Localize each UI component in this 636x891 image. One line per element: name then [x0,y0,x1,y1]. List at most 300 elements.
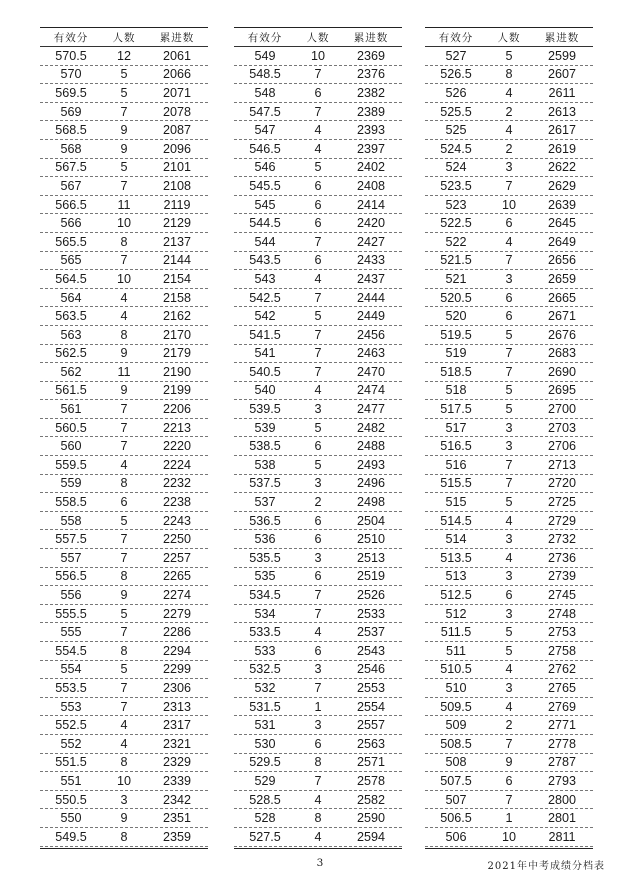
cumulative-cell: 2649 [547,234,577,249]
cumulative-cell: 2427 [356,234,386,249]
cumulative-cell: 2433 [356,253,386,268]
count-cell: 4 [505,85,513,100]
cumulative-cell: 2243 [162,513,192,528]
cumulative-cell: 2622 [547,160,577,175]
score-cell: 532.5 [249,662,281,677]
table-row [425,233,593,252]
cumulative-cell: 2563 [356,736,386,751]
cumulative-cell: 2537 [356,625,386,640]
table-row [40,754,208,773]
score-cell: 566 [60,216,82,231]
score-cell: 541 [254,346,276,361]
count-cell: 10 [116,271,131,286]
count-cell: 4 [314,271,322,286]
count-cell: 3 [314,718,322,733]
document-page [12,9,624,873]
table-row [40,84,208,103]
table-body [40,47,208,847]
count-cell: 9 [120,123,128,138]
table-row [234,307,402,326]
count-cell: 8 [120,829,128,844]
count-cell: 7 [505,792,513,807]
cumulative-cell: 2736 [547,550,577,565]
count-cell: 6 [314,216,322,231]
count-cell: 3 [505,271,513,286]
count-cell: 3 [505,160,513,175]
table-bottom-rule [234,848,402,849]
score-cell: 536.5 [249,513,281,528]
page-number: 3 [316,857,324,869]
table-row [234,345,402,364]
score-cell: 555.5 [55,606,87,621]
table-row [40,400,208,419]
table-row [425,456,593,475]
count-cell: 6 [314,643,322,658]
count-cell: 4 [314,141,322,156]
table-row [234,252,402,271]
score-cell: 529 [254,773,276,788]
score-cell: 511 [445,643,467,658]
count-cell: 7 [314,327,322,342]
header-count: 人数 [306,31,330,44]
score-table-column-2 [234,27,402,849]
cumulative-cell: 2096 [162,141,192,156]
score-cell: 569 [60,104,82,119]
score-cell: 507.5 [440,773,472,788]
score-cell: 522 [445,234,467,249]
score-cell: 513 [445,569,467,584]
cumulative-cell: 2594 [356,829,386,844]
cumulative-cell: 2238 [162,495,192,510]
table-row [425,400,593,419]
table-row [234,456,402,475]
score-cell: 537 [254,495,276,510]
table-row [425,679,593,698]
table-row [425,121,593,140]
cumulative-cell: 2488 [356,439,386,454]
score-cell: 533.5 [249,625,281,640]
cumulative-cell: 2720 [547,476,577,491]
count-cell: 2 [314,495,322,510]
count-cell: 4 [120,309,128,324]
table-row [40,437,208,456]
table-body [234,47,402,847]
cumulative-cell: 2769 [547,699,577,714]
cumulative-cell: 2611 [548,85,576,100]
cumulative-cell: 2732 [547,532,577,547]
header-score: 有效分 [438,31,474,44]
score-cell: 550.5 [55,792,87,807]
score-cell: 568.5 [55,123,87,138]
table-row [425,512,593,531]
cumulative-cell: 2414 [356,197,386,212]
count-cell: 3 [505,439,513,454]
count-cell: 5 [120,85,128,100]
count-cell: 6 [314,532,322,547]
count-cell: 8 [314,755,322,770]
table-row [40,196,208,215]
score-table-column-3 [425,27,593,849]
count-cell: 7 [314,104,322,119]
cumulative-cell: 2629 [547,178,577,193]
score-cell: 562.5 [55,346,87,361]
count-cell: 4 [314,625,322,640]
table-row [234,661,402,680]
count-cell: 4 [314,829,322,844]
count-cell: 4 [120,290,128,305]
cumulative-cell: 2739 [547,569,577,584]
table-row [234,493,402,512]
score-cell: 511.5 [440,625,472,640]
cumulative-cell: 2510 [356,532,386,547]
table-row [40,177,208,196]
count-cell: 7 [120,550,128,565]
score-cell: 549.5 [55,829,87,844]
count-cell: 7 [314,290,322,305]
count-cell: 10 [116,773,131,788]
cumulative-cell: 2571 [356,755,386,770]
cumulative-cell: 2700 [547,402,577,417]
count-cell: 2 [505,104,513,119]
cumulative-cell: 2582 [356,792,386,807]
cumulative-cell: 2220 [162,439,192,454]
score-cell: 540 [254,383,276,398]
table-row [234,121,402,140]
cumulative-cell: 2224 [162,457,192,472]
score-cell: 558 [60,513,82,528]
score-cell: 566.5 [55,197,87,212]
score-cell: 509.5 [440,699,472,714]
score-cell: 506 [445,829,467,844]
score-cell: 534.5 [249,588,281,603]
score-cell: 522.5 [440,216,472,231]
score-cell: 518.5 [440,364,472,379]
table-row [40,568,208,587]
count-cell: 5 [120,513,128,528]
count-cell: 7 [505,346,513,361]
cumulative-cell: 2463 [356,346,386,361]
score-cell: 535 [254,569,276,584]
cumulative-cell: 2645 [547,216,577,231]
score-cell: 557 [60,550,82,565]
table-row [40,47,208,66]
cumulative-cell: 2359 [162,829,192,844]
score-cell: 564 [60,290,82,305]
table-row [234,103,402,122]
table-row [234,419,402,438]
cumulative-cell: 2793 [547,773,577,788]
table-row [234,400,402,419]
count-cell: 7 [314,346,322,361]
cumulative-cell: 2437 [356,271,386,286]
cumulative-cell: 2393 [356,123,386,138]
table-row [234,549,402,568]
table-row [234,735,402,754]
table-row [425,66,593,85]
count-cell: 6 [314,178,322,193]
table-row [425,493,593,512]
score-cell: 517.5 [440,402,472,417]
cumulative-cell: 2206 [162,402,192,417]
cumulative-cell: 2745 [547,588,577,603]
score-cell: 528 [254,811,276,826]
count-cell: 5 [314,160,322,175]
cumulative-cell: 2101 [162,160,192,175]
cumulative-cell: 2313 [162,699,192,714]
score-table-column-1 [40,27,208,849]
cumulative-cell: 2801 [547,811,577,826]
table-row [234,270,402,289]
count-cell: 3 [505,569,513,584]
cumulative-cell: 2676 [547,327,577,342]
cumulative-cell: 2671 [547,309,577,324]
cumulative-cell: 2071 [162,85,192,100]
cumulative-cell: 2286 [162,625,192,640]
cumulative-cell: 2725 [547,495,577,510]
table-row [425,345,593,364]
score-cell: 514 [445,532,467,547]
cumulative-cell: 2137 [162,234,192,249]
table-row [40,419,208,438]
score-cell: 521 [445,271,467,286]
score-cell: 526.5 [440,67,472,82]
table-row [425,475,593,494]
cumulative-cell: 2420 [356,216,386,231]
count-cell: 7 [314,773,322,788]
score-cell: 557.5 [55,532,87,547]
count-cell: 7 [314,588,322,603]
count-cell: 6 [314,253,322,268]
table-row [234,214,402,233]
score-cell: 546.5 [249,141,281,156]
cumulative-cell: 2474 [356,383,386,398]
count-cell: 4 [505,123,513,138]
score-cell: 520 [445,309,467,324]
table-row [234,605,402,624]
cumulative-cell: 2765 [547,680,577,695]
count-cell: 9 [120,383,128,398]
score-cell: 519.5 [440,327,472,342]
score-cell: 507 [445,792,467,807]
table-row [40,512,208,531]
cumulative-cell: 2351 [162,811,192,826]
table-row [234,382,402,401]
cumulative-cell: 2190 [162,364,192,379]
table-row [425,307,593,326]
score-cell: 553 [60,699,82,714]
count-cell: 5 [505,402,513,417]
score-cell: 543 [254,271,276,286]
count-cell: 7 [314,680,322,695]
cumulative-cell: 2771 [547,718,577,733]
count-cell: 1 [314,699,322,714]
cumulative-cell: 2656 [547,253,577,268]
table-row [234,530,402,549]
score-cell: 538.5 [249,439,281,454]
score-cell: 523 [445,197,467,212]
count-cell: 7 [314,364,322,379]
count-cell: 3 [505,680,513,695]
score-cell: 534 [254,606,276,621]
cumulative-cell: 2066 [162,67,192,82]
count-cell: 4 [505,513,513,528]
table-row [425,47,593,66]
count-cell: 5 [505,643,513,658]
table-row [425,289,593,308]
table-row [425,828,593,847]
count-cell: 3 [314,476,322,491]
count-cell: 4 [505,234,513,249]
table-row [234,437,402,456]
table-row [425,568,593,587]
count-cell: 6 [505,309,513,324]
table-row [425,809,593,828]
count-cell: 4 [120,457,128,472]
table-row [40,103,208,122]
cumulative-cell: 2619 [547,141,577,156]
score-cell: 565.5 [55,234,87,249]
table-row [425,437,593,456]
score-cell: 538 [254,457,276,472]
table-row [234,698,402,717]
cumulative-cell: 2599 [547,48,577,63]
count-cell: 8 [120,234,128,249]
table-row [40,623,208,642]
cumulative-cell: 2513 [356,550,386,565]
score-cell: 560.5 [55,420,87,435]
score-cell: 542.5 [249,290,281,305]
score-cell: 547.5 [249,104,281,119]
score-cell: 516 [445,457,467,472]
score-cell: 559 [60,476,82,491]
score-cell: 536 [254,532,276,547]
score-cell: 529.5 [249,755,281,770]
header-cumulative: 累进数 [159,31,195,44]
score-cell: 553.5 [55,680,87,695]
count-cell: 9 [120,141,128,156]
table-row [234,84,402,103]
cumulative-cell: 2306 [162,680,192,695]
cumulative-cell: 2402 [356,160,386,175]
count-cell: 9 [120,346,128,361]
table-row [425,363,593,382]
table-row [234,233,402,252]
table-row [425,698,593,717]
score-cell: 556.5 [55,569,87,584]
score-cell: 532 [254,680,276,695]
table-row [40,791,208,810]
score-cell: 530 [254,736,276,751]
count-cell: 10 [310,48,325,63]
count-cell: 10 [501,829,516,844]
table-header [425,28,593,47]
cumulative-cell: 2162 [162,309,192,324]
score-cell: 508.5 [440,736,472,751]
cumulative-cell: 2061 [162,48,192,63]
cumulative-cell: 2108 [162,178,192,193]
count-cell: 7 [314,67,322,82]
count-cell: 5 [314,420,322,435]
score-cell: 528.5 [249,792,281,807]
table-row [40,382,208,401]
table-row [40,270,208,289]
score-cell: 531 [254,718,276,733]
table-row [234,512,402,531]
table-row [234,716,402,735]
count-cell: 6 [505,588,513,603]
score-cell: 519 [445,346,467,361]
table-row [425,642,593,661]
score-cell: 546 [254,160,276,175]
score-cell: 512 [445,606,467,621]
count-cell: 4 [314,123,322,138]
cumulative-cell: 2546 [356,662,386,677]
score-cell: 516.5 [440,439,472,454]
count-cell: 5 [314,309,322,324]
count-cell: 10 [501,197,516,212]
table-row [425,791,593,810]
count-cell: 7 [314,606,322,621]
cumulative-cell: 2554 [356,699,386,714]
table-row [234,326,402,345]
score-cell: 525 [445,123,467,138]
score-cell: 515 [445,495,467,510]
table-row [40,716,208,735]
count-cell: 2 [505,141,513,156]
count-cell: 7 [505,457,513,472]
table-row [234,623,402,642]
table-row [425,214,593,233]
score-cell: 560 [60,439,82,454]
count-cell: 3 [314,402,322,417]
table-row [234,47,402,66]
score-cell: 509 [445,718,467,733]
table-body [425,47,593,847]
cumulative-cell: 2444 [356,290,386,305]
table-row [40,586,208,605]
table-row [425,586,593,605]
score-cell: 524.5 [440,141,472,156]
table-row [234,642,402,661]
count-cell: 8 [505,67,513,82]
count-cell: 11 [117,197,131,212]
cumulative-cell: 2557 [356,718,386,733]
table-row [40,345,208,364]
cumulative-cell: 2607 [547,67,577,82]
table-row [40,661,208,680]
table-row [234,772,402,791]
count-cell: 5 [314,457,322,472]
table-row [40,475,208,494]
cumulative-cell: 2519 [356,569,386,584]
score-cell: 508 [445,755,467,770]
score-cell: 512.5 [440,588,472,603]
table-bottom-rule [40,848,208,849]
score-cell: 526 [445,85,467,100]
count-cell: 6 [314,736,322,751]
cumulative-cell: 2713 [547,457,577,472]
score-cell: 565 [60,253,82,268]
count-cell: 4 [505,699,513,714]
cumulative-cell: 2526 [356,588,386,603]
cumulative-cell: 2170 [162,327,192,342]
count-cell: 7 [505,253,513,268]
count-cell: 4 [314,383,322,398]
table-row [234,568,402,587]
score-cell: 552 [60,736,82,751]
count-cell: 6 [314,197,322,212]
table-row [425,623,593,642]
